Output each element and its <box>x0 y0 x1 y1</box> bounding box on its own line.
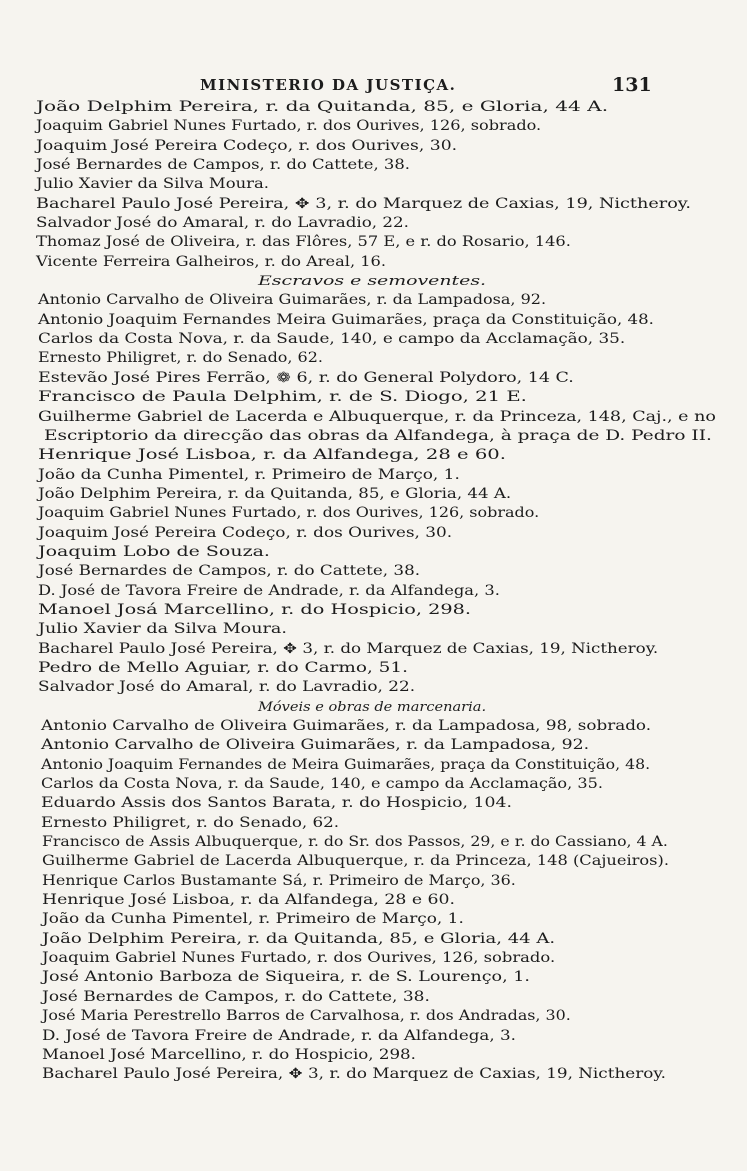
entry-text: José Antonio Barboza de Siqueira, r. de S. Lourenço, 1. <box>42 969 530 986</box>
entry-text: Carlos da Costa Nova, r. da Saude, 140, e campo da Acclamação, 35. <box>41 776 603 793</box>
entry-text: Joaquim Gabriel Nunes Furtado, r. dos Ourives, 126, sobrado. <box>38 505 540 522</box>
directory-entry <box>0 1046 747 1065</box>
entry-text: Henrique José Lisboa, r. da Alfandega, 28 e 60. <box>38 447 506 464</box>
directory-entry <box>0 253 747 272</box>
directory-entry <box>0 736 747 755</box>
directory-entry <box>0 1027 747 1046</box>
entry-text: D. José de Tavora Freire de Andrade, r. da Alfandega, 3. <box>38 582 500 599</box>
section-heading <box>0 272 747 291</box>
directory-entry <box>0 949 747 968</box>
entry-text: João Delphim Pereira, r. da Quitanda, 85, e Gloria, 44 A. <box>42 930 556 947</box>
entry-text: Bacharel Paulo José Pereira, ✥ 3, r. do Marquez de Caxias, 19, Nictheroy. <box>38 640 659 657</box>
directory-entry <box>0 968 747 987</box>
directory-entry <box>0 756 747 775</box>
directory-entry <box>0 930 747 949</box>
entry-text: José Maria Perestrello Barros de Carvalhosa, r. dos Andradas, 30. <box>42 1008 571 1025</box>
directory-entry <box>0 98 747 117</box>
directory-entry <box>0 891 747 910</box>
section-heading <box>0 698 747 717</box>
entry-text: Vicente Ferreira Galheiros, r. do Areal, 16. <box>36 253 386 270</box>
directory-entry <box>0 485 747 504</box>
directory-entry <box>0 678 747 697</box>
entry-text: Henrique José Lisboa, r. da Alfandega, 28 e 60. <box>42 892 456 909</box>
directory-entry <box>0 349 747 368</box>
entry-text: João da Cunha Pimentel, r. Primeiro de Março, 1. <box>42 911 464 928</box>
directory-entry <box>0 582 747 601</box>
entry-text: João Delphim Pereira, r. da Quitanda, 85, e Gloria, 44 A. <box>38 485 512 502</box>
directory-entry <box>0 717 747 736</box>
entry-text: Henrique Carlos Bustamante Sá, r. Primeiro de Março, 36. <box>42 872 516 889</box>
directory-entry <box>0 117 747 136</box>
entry-text: Carlos da Costa Nova, r. da Saude, 140, e campo da Acclamação, 35. <box>38 331 626 348</box>
entry-text: Ernesto Philigret, r. do Senado, 62. <box>38 350 323 367</box>
directory-entry <box>0 910 747 929</box>
entry-text: Antonio Carvalho de Oliveira Guimarães, r. da Lampadosa, 98, sobrado. <box>41 718 652 734</box>
entry-text: Ernesto Philigret, r. do Senado, 62. <box>41 814 340 831</box>
entry-text: Joaquim José Pereira Codeço, r. dos Ourives, 30. <box>36 137 458 154</box>
entry-text: Antonio Joaquim Fernandes Meira Guimarães, praça da Constituição, 48. <box>38 311 654 328</box>
directory-entry <box>0 833 747 852</box>
directory-entry <box>0 408 747 427</box>
directory-entry <box>0 601 747 620</box>
directory-entry <box>0 195 747 214</box>
entry-text: João Delphim Pereira, r. da Quitanda, 85, e Gloria, 44 A. <box>36 99 609 115</box>
entry-text: Julio Xavier da Silva Moura. <box>38 621 287 638</box>
directory-listing <box>0 98 747 1085</box>
entry-text: D. José de Tavora Freire de Andrade, r. da Alfandega, 3. <box>42 1027 516 1044</box>
entry-text: Bacharel Paulo José Pereira, ✥ 3, r. do Marquez de Caxias, 19, Nictheroy. <box>42 1066 666 1083</box>
entry-text: Salvador José do Amaral, r. do Lavradio, 22. <box>38 679 416 696</box>
entry-text: Bacharel Paulo José Pereira, ✥ 3, r. do Marquez de Caxias, 19, Nictheroy. <box>36 195 692 212</box>
entry-text: Pedro de Mello Aguiar, r. do Carmo, 51. <box>38 659 408 676</box>
entry-text: Joaquim Gabriel Nunes Furtado, r. dos Ourives, 126, sobrado. <box>42 950 556 967</box>
directory-entry <box>0 214 747 233</box>
directory-entry <box>0 388 747 407</box>
directory-entry <box>0 156 747 175</box>
entry-text: Joaquim José Pereira Codeço, r. dos Ourives, 30. <box>38 524 453 541</box>
running-title: MINISTERIO DA JUSTIÇA. <box>200 76 457 94</box>
entry-text: Francisco de Paula Delphim, r. de S. Diogo, 21 E. <box>38 389 527 406</box>
directory-entry <box>0 311 747 330</box>
directory-entry <box>0 794 747 813</box>
section-heading-text: Móveis e obras de marcenaria. <box>258 699 487 715</box>
directory-entry <box>0 446 747 465</box>
directory-entry <box>0 872 747 891</box>
directory-entry <box>0 775 747 794</box>
entry-text: José Bernardes de Campos, r. do Cattete, 38. <box>36 157 410 174</box>
directory-entry <box>0 466 747 485</box>
directory-entry <box>0 504 747 523</box>
entry-continuation <box>0 427 747 446</box>
entry-text: Estevão José Pires Ferrão, ❁ 6, r. do General Polydoro, 14 C. <box>38 369 574 386</box>
entry-text: Antonio Joaquim Fernandes de Meira Guimarães, praça da Constituição, 48. <box>41 756 651 773</box>
entry-text: Eduardo Assis dos Santos Barata, r. do Hospicio, 104. <box>41 795 512 812</box>
directory-entry <box>0 543 747 562</box>
directory-entry <box>0 852 747 871</box>
directory-entry <box>0 562 747 581</box>
entry-text: Escriptorio da direcção das obras da Alfandega, à praça de D. Pedro II. <box>44 427 712 444</box>
entry-text: Francisco de Assis Albuquerque, r. do Sr. dos Passos, 29, e r. do Cassiano, 4 A. <box>42 834 668 851</box>
entry-text: Guilherme Gabriel de Lacerda Albuquerque, r. da Princeza, 148 (Cajueiros). <box>42 853 670 870</box>
directory-entry <box>0 524 747 543</box>
page-header <box>0 76 747 98</box>
directory-entry <box>0 814 747 833</box>
directory-entry <box>0 233 747 252</box>
directory-entry <box>0 640 747 659</box>
entry-text: Salvador José do Amaral, r. do Lavradio, 22. <box>36 215 409 232</box>
directory-entry <box>0 1065 747 1084</box>
entry-text: Antonio Carvalho de Oliveira Guimarães, r. da Lampadosa, 92. <box>38 292 547 309</box>
entry-text: Guilherme Gabriel de Lacerda e Albuquerque, r. da Princeza, 148, Caj., e no <box>38 408 716 425</box>
directory-entry <box>0 369 747 388</box>
entry-text: João da Cunha Pimentel, r. Primeiro de Março, 1. <box>38 466 460 483</box>
directory-entry <box>0 291 747 310</box>
page-number: 131 <box>612 74 652 96</box>
entry-text: Joaquim Gabriel Nunes Furtado, r. dos Ourives, 126, sobrado. <box>36 118 542 135</box>
directory-entry <box>0 988 747 1007</box>
entry-text: Joaquim Lobo de Souza. <box>38 543 270 560</box>
directory-entry <box>0 620 747 639</box>
directory-entry <box>0 1007 747 1026</box>
entry-text: Manoel Josá Marcellino, r. do Hospicio, 298. <box>38 601 471 618</box>
entry-text: Antonio Carvalho de Oliveira Guimarães, r. da Lampadosa, 92. <box>41 737 590 754</box>
directory-entry <box>0 659 747 678</box>
entry-text: Thomaz José de Oliveira, r. das Flôres, 57 E, e r. do Rosario, 146. <box>36 234 571 251</box>
entry-text: José Bernardes de Campos, r. do Cattete, 38. <box>38 563 421 580</box>
entry-text: José Bernardes de Campos, r. do Cattete, 38. <box>42 988 430 1005</box>
directory-entry <box>0 175 747 194</box>
directory-entry <box>0 137 747 156</box>
directory-entry <box>0 330 747 349</box>
entry-text: Julio Xavier da Silva Moura. <box>36 176 269 193</box>
entry-text: Manoel José Marcellino, r. do Hospicio, 298. <box>42 1046 416 1063</box>
section-heading-text: Escravos e semoventes. <box>258 274 487 290</box>
